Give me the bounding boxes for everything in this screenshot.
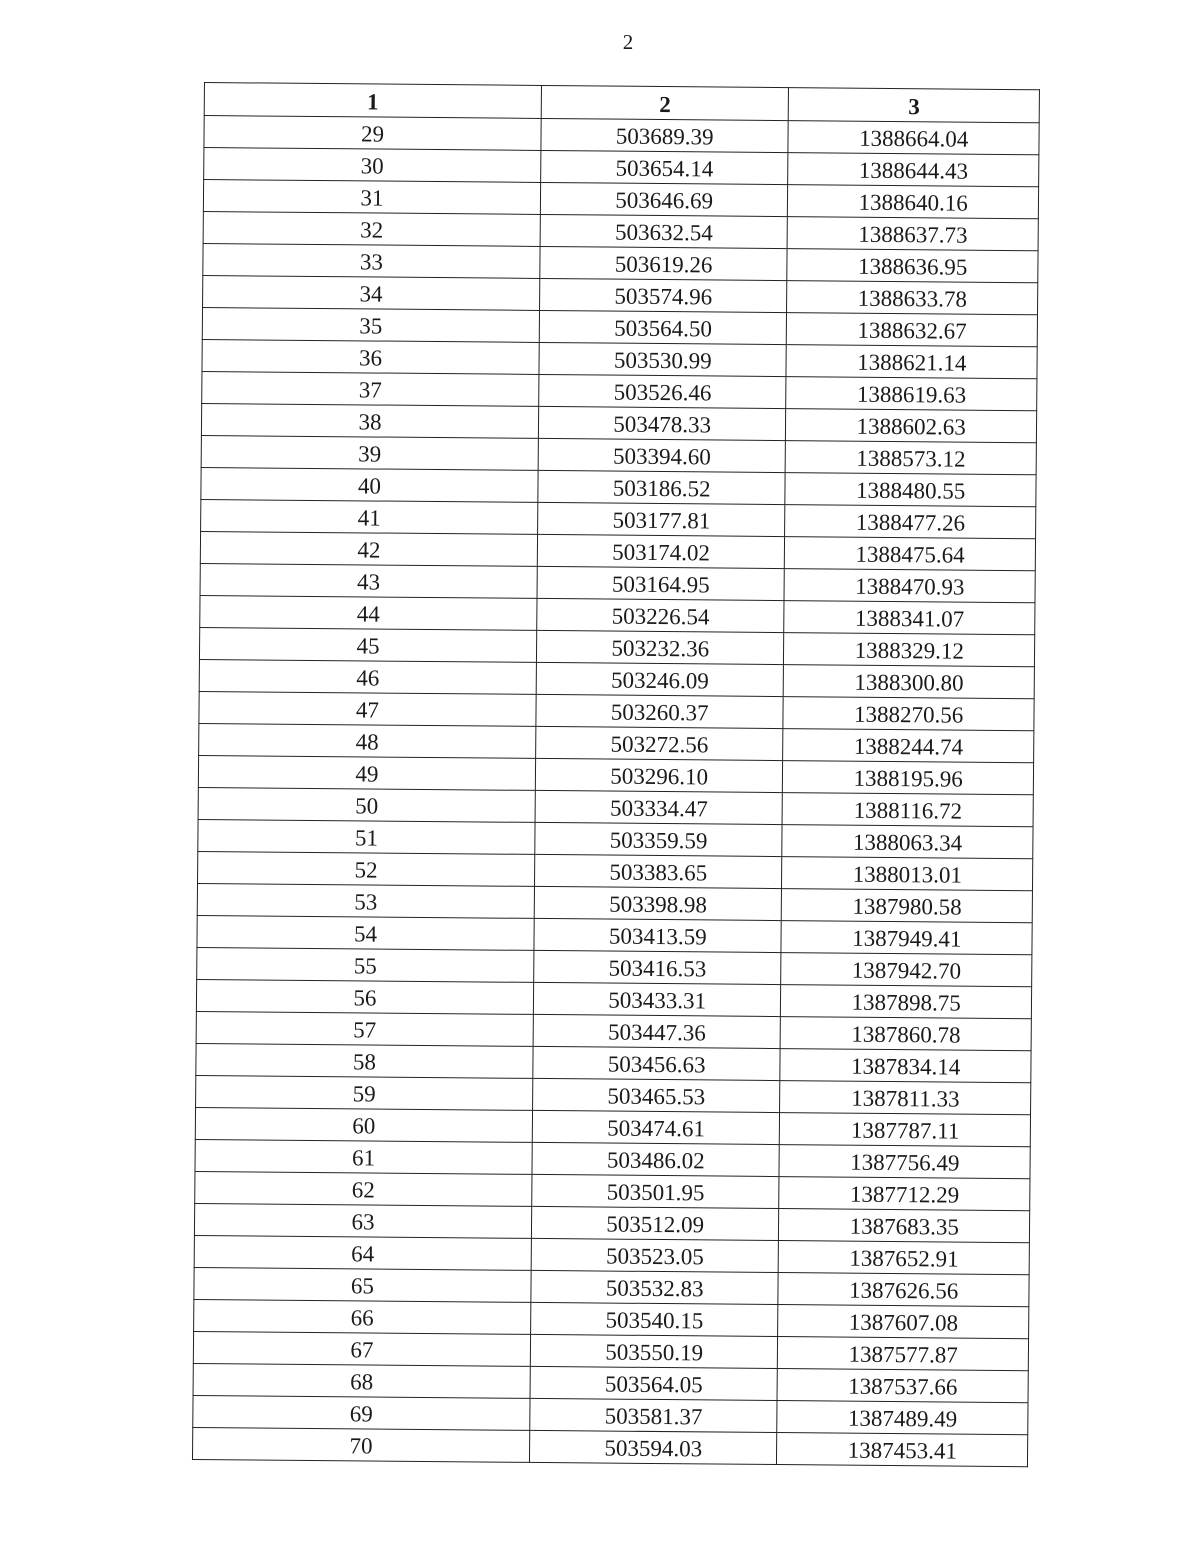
point-number-cell: 61 [195, 1139, 532, 1174]
point-number-cell: 34 [203, 275, 540, 310]
point-number-cell: 58 [196, 1043, 533, 1078]
column-header-2: 2 [541, 85, 789, 120]
y-coordinate-cell: 1387942.70 [781, 953, 1032, 987]
y-coordinate-cell: 1388664.04 [788, 121, 1039, 155]
point-number-cell: 64 [194, 1235, 531, 1270]
page-number: 2 [622, 30, 634, 54]
y-coordinate-cell: 1388573.12 [786, 441, 1037, 475]
y-coordinate-cell: 1388329.12 [784, 633, 1035, 667]
x-coordinate-cell: 503550.19 [530, 1334, 778, 1368]
point-number-cell: 54 [197, 915, 534, 950]
x-coordinate-cell: 503501.95 [532, 1174, 780, 1208]
point-number-cell: 69 [193, 1395, 530, 1430]
point-number-cell: 52 [198, 851, 535, 886]
point-number-cell: 35 [202, 307, 539, 342]
point-number-cell: 48 [199, 723, 536, 758]
x-coordinate-cell: 503526.46 [539, 374, 787, 408]
y-coordinate-cell: 1387607.08 [778, 1305, 1029, 1339]
y-coordinate-cell: 1388644.43 [788, 153, 1039, 187]
y-coordinate-cell: 1388195.96 [783, 761, 1034, 795]
point-number-cell: 31 [203, 180, 540, 215]
y-coordinate-cell: 1388063.34 [782, 825, 1033, 859]
x-coordinate-cell: 503532.83 [531, 1270, 779, 1304]
x-coordinate-cell: 503226.54 [537, 598, 785, 632]
y-coordinate-cell: 1388477.26 [785, 505, 1036, 539]
y-coordinate-cell: 1387811.33 [780, 1081, 1031, 1115]
point-number-cell: 66 [194, 1299, 531, 1334]
y-coordinate-cell: 1387626.56 [778, 1273, 1029, 1307]
x-coordinate-cell: 503433.31 [533, 982, 781, 1016]
point-number-cell: 65 [194, 1267, 531, 1302]
coordinates-table [192, 82, 1040, 1467]
table-row [192, 1427, 1027, 1466]
y-coordinate-cell: 1388632.67 [787, 313, 1038, 347]
x-coordinate-cell: 503174.02 [537, 534, 785, 568]
x-coordinate-cell: 503512.09 [531, 1206, 779, 1240]
y-coordinate-cell: 1388470.93 [784, 569, 1035, 603]
point-number-cell: 30 [204, 148, 541, 183]
y-coordinate-cell: 1387787.11 [780, 1113, 1031, 1147]
y-coordinate-cell: 1388300.80 [784, 665, 1035, 699]
x-coordinate-cell: 503594.03 [529, 1430, 777, 1464]
point-number-cell: 53 [197, 883, 534, 918]
x-coordinate-cell: 503619.26 [540, 246, 788, 280]
x-coordinate-cell: 503232.36 [536, 630, 784, 664]
y-coordinate-cell: 1388480.55 [785, 473, 1036, 507]
y-coordinate-cell: 1388633.78 [787, 281, 1038, 315]
y-coordinate-cell: 1387980.58 [782, 889, 1033, 923]
point-number-cell: 33 [203, 243, 540, 278]
x-coordinate-cell: 503394.60 [538, 438, 786, 472]
x-coordinate-cell: 503447.36 [533, 1014, 781, 1048]
x-coordinate-cell: 503465.53 [532, 1078, 780, 1112]
x-coordinate-cell: 503564.50 [539, 310, 787, 344]
y-coordinate-cell: 1387898.75 [781, 985, 1032, 1019]
x-coordinate-cell: 503177.81 [538, 502, 786, 536]
x-coordinate-cell: 503574.96 [539, 278, 787, 312]
point-number-cell: 47 [199, 691, 536, 726]
y-coordinate-cell: 1387537.66 [777, 1369, 1028, 1403]
point-number-cell: 62 [195, 1171, 532, 1206]
y-coordinate-cell: 1387712.29 [779, 1177, 1030, 1211]
x-coordinate-cell: 503334.47 [535, 790, 783, 824]
point-number-cell: 67 [193, 1331, 530, 1366]
y-coordinate-cell: 1388637.73 [788, 217, 1039, 251]
y-coordinate-cell: 1387860.78 [781, 1017, 1032, 1051]
y-coordinate-cell: 1387949.41 [781, 921, 1032, 955]
y-coordinate-cell: 1388475.64 [785, 537, 1036, 571]
point-number-cell: 70 [192, 1427, 529, 1462]
point-number-cell: 44 [200, 595, 537, 630]
column-header-1: 1 [204, 83, 541, 119]
y-coordinate-cell: 1387652.91 [779, 1241, 1030, 1275]
y-coordinate-cell: 1388116.72 [782, 793, 1033, 827]
point-number-cell: 49 [198, 755, 535, 790]
point-number-cell: 41 [201, 499, 538, 534]
x-coordinate-cell: 503383.65 [534, 854, 782, 888]
table-body [192, 116, 1039, 1467]
point-number-cell: 40 [201, 467, 538, 502]
point-number-cell: 37 [202, 371, 539, 406]
x-coordinate-cell: 503632.54 [540, 214, 788, 248]
x-coordinate-cell: 503296.10 [535, 758, 783, 792]
y-coordinate-cell: 1388636.95 [787, 249, 1038, 283]
x-coordinate-cell: 503272.56 [536, 726, 784, 760]
y-coordinate-cell: 1388013.01 [782, 857, 1033, 891]
x-coordinate-cell: 503646.69 [540, 182, 788, 216]
y-coordinate-cell: 1387489.49 [777, 1401, 1028, 1435]
x-coordinate-cell: 503164.95 [537, 566, 785, 600]
x-coordinate-cell: 503486.02 [532, 1142, 780, 1176]
point-number-cell: 43 [200, 563, 537, 598]
point-number-cell: 56 [196, 979, 533, 1014]
y-coordinate-cell: 1388640.16 [788, 185, 1039, 219]
x-coordinate-cell: 503456.63 [533, 1046, 781, 1080]
y-coordinate-cell: 1387834.14 [780, 1049, 1031, 1083]
x-coordinate-cell: 503186.52 [538, 470, 786, 504]
point-number-cell: 57 [196, 1011, 533, 1046]
x-coordinate-cell: 503689.39 [541, 118, 789, 152]
point-number-cell: 46 [199, 659, 536, 694]
x-coordinate-cell: 503246.09 [536, 662, 784, 696]
point-number-cell: 68 [193, 1363, 530, 1398]
y-coordinate-cell: 1388270.56 [783, 697, 1034, 731]
point-number-cell: 50 [198, 787, 535, 822]
x-coordinate-cell: 503398.98 [534, 886, 782, 920]
column-header-3: 3 [789, 88, 1040, 123]
y-coordinate-cell: 1388244.74 [783, 729, 1034, 763]
y-coordinate-cell: 1388621.14 [786, 345, 1037, 379]
x-coordinate-cell: 503474.61 [532, 1110, 780, 1144]
point-number-cell: 39 [201, 435, 538, 470]
x-coordinate-cell: 503581.37 [530, 1398, 778, 1432]
point-number-cell: 38 [201, 403, 538, 438]
point-number-cell: 45 [199, 627, 536, 662]
point-number-cell: 60 [195, 1107, 532, 1142]
point-number-cell: 36 [202, 339, 539, 374]
point-number-cell: 32 [203, 211, 540, 246]
y-coordinate-cell: 1387756.49 [779, 1145, 1030, 1179]
point-number-cell: 63 [194, 1203, 531, 1238]
y-coordinate-cell: 1388602.63 [786, 409, 1037, 443]
x-coordinate-cell: 503359.59 [535, 822, 783, 856]
y-coordinate-cell: 1388341.07 [784, 601, 1035, 635]
y-coordinate-cell: 1387453.41 [777, 1433, 1028, 1467]
point-number-cell: 59 [196, 1075, 533, 1110]
x-coordinate-cell: 503413.59 [534, 918, 782, 952]
y-coordinate-cell: 1387683.35 [779, 1209, 1030, 1243]
y-coordinate-cell: 1388619.63 [786, 377, 1037, 411]
x-coordinate-cell: 503478.33 [538, 406, 786, 440]
x-coordinate-cell: 503654.14 [541, 150, 789, 184]
x-coordinate-cell: 503530.99 [539, 342, 787, 376]
point-number-cell: 29 [204, 116, 541, 151]
point-number-cell: 51 [198, 819, 535, 854]
x-coordinate-cell: 503523.05 [531, 1238, 779, 1272]
x-coordinate-cell: 503540.15 [531, 1302, 779, 1336]
x-coordinate-cell: 503416.53 [534, 950, 782, 984]
x-coordinate-cell: 503260.37 [536, 694, 784, 728]
y-coordinate-cell: 1387577.87 [778, 1337, 1029, 1371]
x-coordinate-cell: 503564.05 [530, 1366, 778, 1400]
point-number-cell: 42 [200, 531, 537, 566]
point-number-cell: 55 [197, 947, 534, 982]
